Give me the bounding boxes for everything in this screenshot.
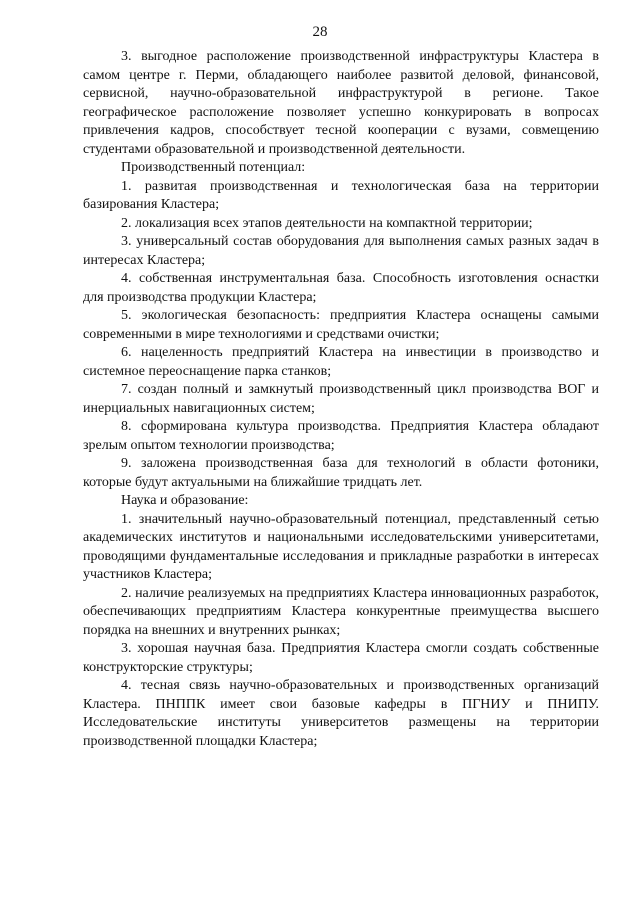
list-item-production-6: 6. нацеленность предприятий Кластера на инвестиции в производство и системное переоснащение парка станков; [83, 345, 599, 379]
list-item-production-4: 4. собственная инструментальная база. Способность изготовления оснастки для производства продукции Кластера; [83, 271, 599, 305]
list-item-science-1: 1. значительный научно-образовательный потенциал, представленный сетью академических институтов и национальными исследовательскими университетами, проводящими фундаментальные исследования и прикладные разработки в интересах участников Кластера; [83, 511, 599, 582]
list-item-production-9: 9. заложена производственная база для технологий в области фотоники, которые будут актуальными на ближайшие тридцать лет. [83, 456, 599, 490]
list-item-production-3: 3. универсальный состав оборудования для выполнения самых разных задач в интересах Кластера; [83, 234, 599, 268]
list-item-production-1: 1. развитая производственная и технологическая база на территории базирования Кластера; [83, 178, 599, 212]
list-item-production-5: 5. экологическая безопасность: предприятия Кластера оснащены самыми современными в мире технологиями и средствами очистки; [83, 308, 599, 342]
list-item-production-7: 7. создан полный и замкнутый производственный цикл производства ВОГ и инерциальных навигационных систем; [83, 382, 599, 416]
list-item-science-3: 3. хорошая научная база. Предприятия Кластера смогли создать собственные конструкторские структуры; [83, 641, 599, 675]
list-item-science-2: 2. наличие реализуемых на предприятиях Кластера инновационных разработок, обеспечивающих предприятиям Кластера конкурентные преимущества высшего порядка на внешних и внутренних рынках; [83, 585, 599, 638]
list-item-production-2: 2. локализация всех этапов деятельности на компактной территории; [121, 215, 533, 231]
section-heading-production: Производственный потенциал: [121, 160, 306, 175]
paragraph-advantage-3: 3. выгодное расположение производственной инфраструктуры Кластера в самом центре г. Перми, обладающего наиболее развитой деловой, финансовой, сервисной, научно-образовательной инфраструктурой в регионе. Такое географическое расположение позволяет успешно конкурировать в вопросах привлечения кадров, способствует тесной кооперации с вузами, совмещению студентами образовательной и производственной деятельности. [83, 49, 599, 157]
page-number: 28 [312, 24, 328, 40]
section-heading-science: Наука и образование: [121, 493, 249, 508]
list-item-production-8: 8. сформирована культура производства. Предприятия Кластера обладают зрелым опытом технологии производства; [83, 419, 599, 453]
document-body [83, 48, 599, 751]
list-item-science-4: 4. тесная связь научно-образовательных и производственных организаций Кластера. ПНППК имеет свои базовые кафедры в ПГНИУ и ПНИПУ. Исследовательские институты университетов размещены на территории производственной площадки Кластера; [83, 678, 599, 749]
